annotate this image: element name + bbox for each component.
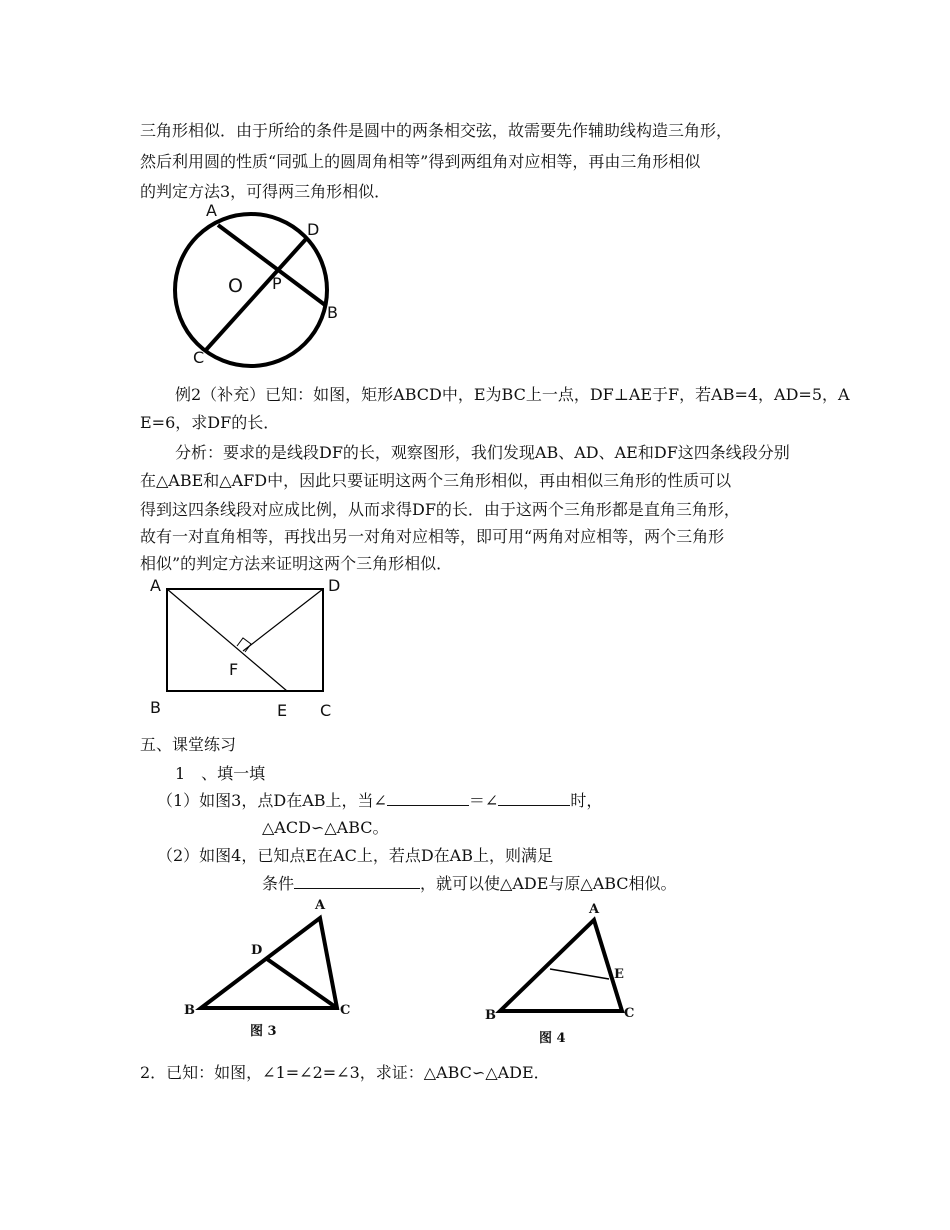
rect-label-a: A: [150, 576, 161, 595]
circle-label-p: P: [272, 274, 282, 293]
triangle-abc-fig4: [500, 920, 622, 1011]
fig4-label-a: A: [589, 902, 600, 917]
circle-label-b: B: [327, 303, 338, 322]
circle-label-a: A: [206, 201, 217, 220]
q2-line: 2．已知：如图，∠1=∠2=∠3，求证：△ABC∽△ADE．: [140, 1063, 550, 1082]
q1-title: 1 、填一填: [175, 764, 266, 783]
fig3-label-c: C: [340, 1003, 351, 1018]
circle-label-c: C: [193, 348, 205, 367]
intro-line-3: 的判定方法3，可得两三角形相似．: [140, 182, 391, 201]
analysis-line-2: 在△ABE和△AFD中，因此只要证明这两个三角形相似，再由相似三角形的性质可以: [140, 471, 732, 490]
intro-line-2: 然后利用圆的性质“同弧上的圆周角相等”得到两组角对应相等，再由三角形相似: [140, 152, 701, 171]
rect-label-f: F: [229, 660, 239, 679]
intro-line-1: 三角形相似．由于所给的条件是圆中的两条相交弦，故需要先作辅助线构造三角形，: [140, 121, 733, 140]
segment-de-fig4: [550, 969, 609, 979]
q1-1-line-2: △ACD∽△ABC。: [262, 818, 389, 837]
section5-title: 五、课堂练习: [140, 735, 237, 754]
q1-2-suffix: ，就可以使△ADE与原△ABC相似。: [420, 874, 677, 893]
q1-1-mid: ＝∠: [468, 791, 499, 810]
analysis-line-1: 分析：要求的是线段DF的长，观察图形，我们发现AB、AD、AE和DF这四条线段分别: [175, 443, 790, 462]
analysis-line-3: 得到这四条线段对应成比例，从而求得DF的长．由于这两个三角形都是直角三角形，: [140, 500, 740, 519]
q1-2-line-1: （2）如图4，已知点E在AC上，若点D在AB上，则满足: [157, 846, 553, 865]
example2-line-2: E=6，求DF的长．: [140, 413, 280, 432]
fig4-label-b: B: [485, 1008, 496, 1023]
q1-2-prefix: 条件: [262, 874, 295, 893]
fig3-label-d: D: [251, 943, 263, 958]
circle-label-o: O: [228, 275, 243, 297]
q1-1-suffix: 时，: [570, 791, 603, 810]
analysis-line-5: 相似”的判定方法来证明这两个三角形相似．: [140, 554, 453, 573]
fig3-label-a: A: [315, 898, 326, 913]
example2-line-1: 例2（补充）已知：如图，矩形ABCD中，E为BC上一点，DF⊥AE于F，若AB=4，AD=5，A: [175, 385, 850, 404]
fig4-caption: 图 4: [539, 1031, 566, 1046]
fig3-caption: 图 3: [250, 1024, 277, 1039]
fig4-label-c: C: [624, 1006, 635, 1021]
q1-1-prefix: （1）如图3，点D在AB上，当∠: [157, 791, 387, 810]
analysis-line-4: 故有一对直角相等，再找出另一对角对应相等，即可用“两角对应相等，两个三角形: [140, 527, 725, 546]
fig4-label-e: E: [614, 967, 624, 982]
rect-label-b: B: [150, 698, 161, 717]
rect-label-c: C: [320, 701, 332, 720]
rect-label-e: E: [277, 701, 288, 720]
fig3-label-b: B: [184, 1003, 195, 1018]
rect-label-d: D: [328, 576, 341, 595]
circle-label-d: D: [307, 220, 320, 239]
